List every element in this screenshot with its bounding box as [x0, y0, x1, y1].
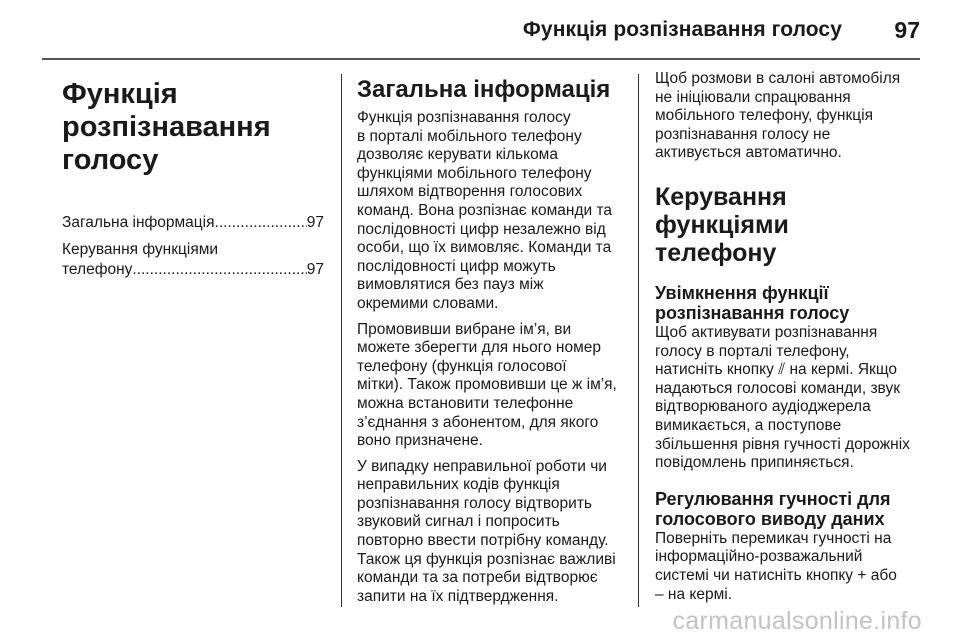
section-title-phone-control: Керування функціями телефону: [655, 182, 789, 267]
page-header: [0, 0, 960, 58]
chapter-title: Функція розпізнавання голосу: [62, 78, 271, 176]
voice-control-button-icon: ⫽: [778, 361, 786, 379]
toc-leader: [132, 260, 306, 280]
header-rule: [42, 58, 920, 60]
column-divider-1: [341, 74, 342, 607]
general-info-column: [357, 70, 627, 613]
paragraph-2: Промовивши вибране ім’я, ви можете зберегти для нього номер телефону (функція голосової мітки). Також промовивши це ж ім’я, можна встановити телефонне з’єднання з абонентом, для якого воно призначене.: [357, 320, 617, 450]
chapter-column: [62, 70, 324, 287]
subsection-title-volume: Регулювання гучності для голосового виводу даних: [655, 488, 891, 529]
subsection-title-activate: Увімкнення функції розпізнавання голосу: [655, 282, 850, 323]
section-title-general: Загальна інформація: [357, 76, 611, 103]
paragraph-activate: Щоб активувати розпізнавання голосу в порталі телефону, натисніть кнопку ⫽ на кермі. Якщо надаються голосові команди, звук відтворюваного аудіоджерела вимикається, а поступове збільшення рівня гучності дорожніх повідомлень припиняється.: [655, 323, 910, 472]
paragraph-volume: Поверніть перемикач гучності на інформаційно-розважальний системі чи натисніть кнопку + або – на кермі.: [655, 529, 897, 603]
page-number: 97: [894, 17, 920, 43]
watermark: carmanualsonline.info: [672, 607, 922, 635]
toc-entry-general[interactable]: Загальна інформація ..... 97: [62, 213, 324, 233]
paragraph-3: У випадку неправильної роботи чи неправильних кодів функція розпізнавання голосу відтворить звуковий сигнал і попросить повторно ввести потрібну команду. Також ця функція розпізнає важливі команди та за потреби відтворює запити на їх підтвердження.: [357, 457, 616, 605]
running-title: Функція розпізнавання голосу: [522, 18, 842, 41]
toc-entry-phone-control[interactable]: Керування функціями телефону ..... 97: [62, 240, 324, 280]
column-divider-2: [638, 74, 639, 607]
paragraph-1: Функція розпізнавання голосу в порталі мобільного телефону дозволяє керувати кількома функціями мобільного телефону шляхом відтворення голосових команд. Вона розпізнає команди та послідовності цифр незалежно від особи, що їх вимовляє. Команди та послідовності цифр можуть вимовлятися без пауз між окремими словами.: [357, 109, 612, 312]
toc-page: 97: [306, 261, 324, 278]
table-of-contents: [62, 213, 324, 280]
paragraph-4: Щоб розмови в салоні автомобіля не ініціювали спрацювання мобільного телефону, функція розпізнавання голосу не активується автоматично.: [655, 70, 901, 162]
toc-page: 97: [306, 214, 324, 231]
phone-control-column: [655, 70, 925, 611]
toc-leader: [215, 213, 307, 233]
